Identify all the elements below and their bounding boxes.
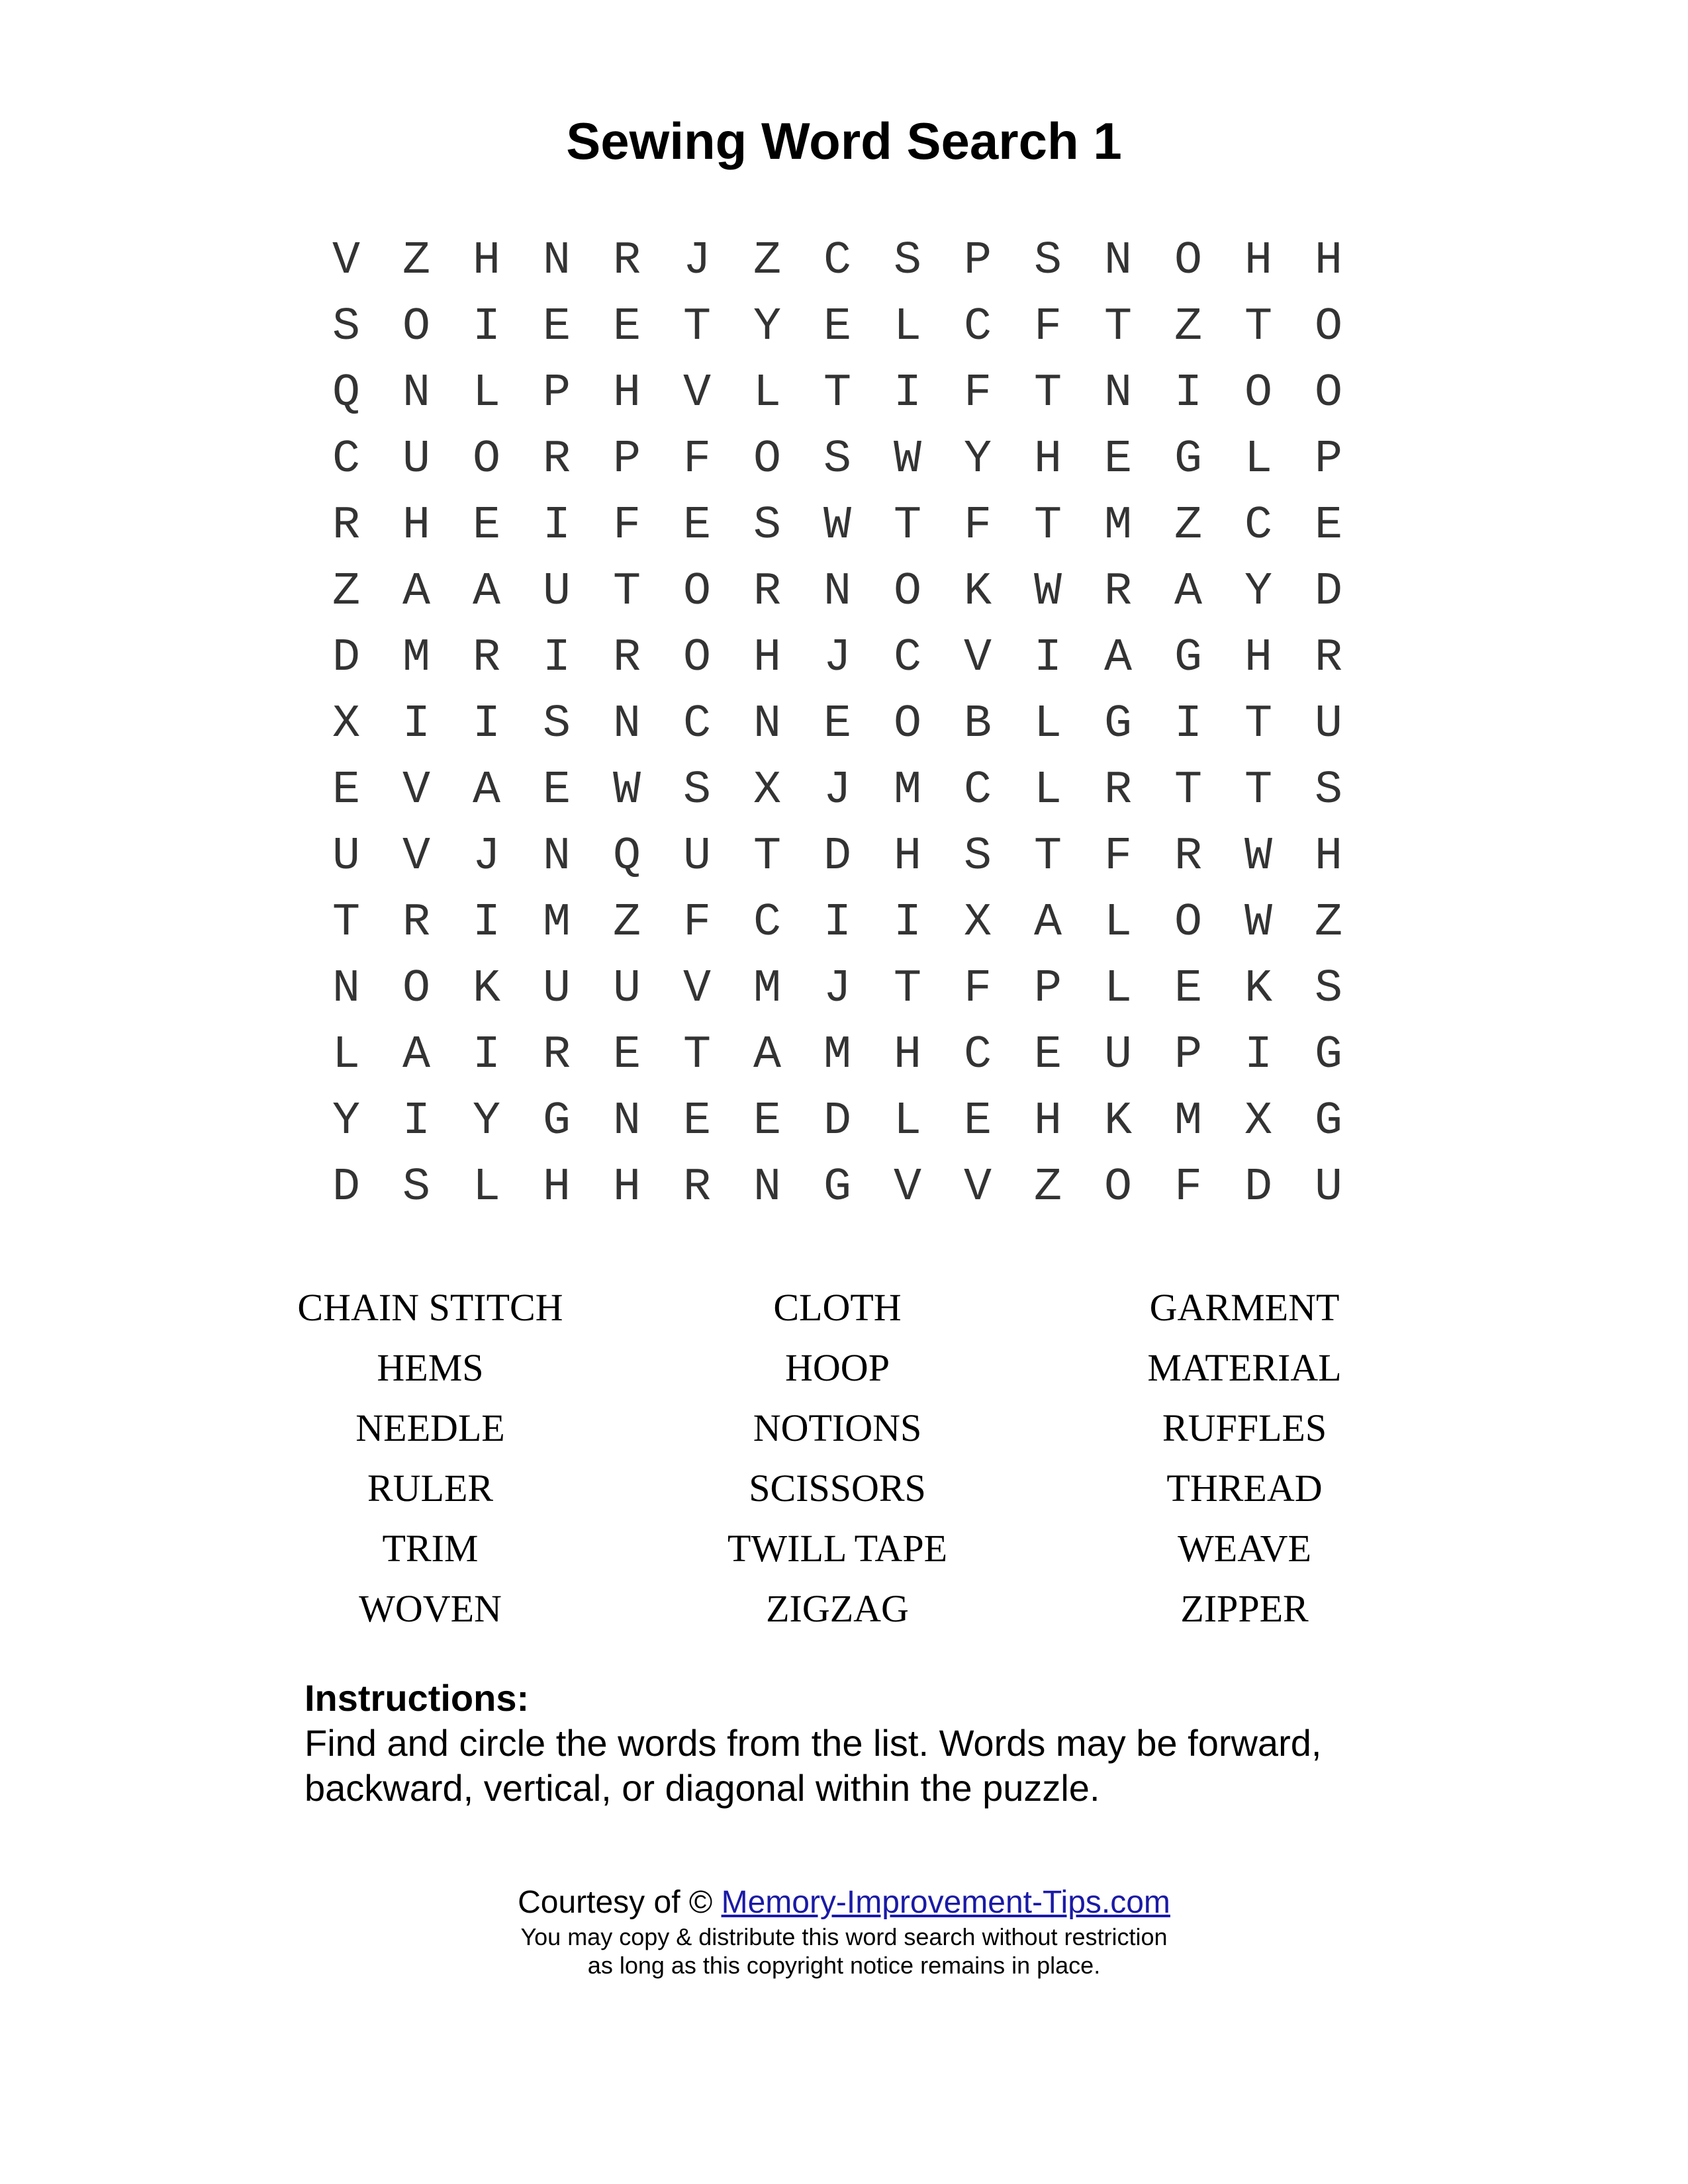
grid-letter: E: [1314, 500, 1342, 552]
grid-letter: L: [893, 301, 921, 353]
grid-letter: V: [682, 963, 711, 1015]
grid-letter: C: [823, 235, 851, 287]
grid-letter: E: [753, 1095, 781, 1148]
grid-letter: R: [1103, 566, 1132, 618]
grid-letter: L: [1033, 698, 1062, 751]
grid-letter: T: [682, 301, 711, 353]
grid-letter: T: [823, 367, 851, 420]
grid-letter: S: [963, 831, 992, 883]
grid-letter: Z: [1174, 301, 1202, 353]
grid-letter: E: [823, 698, 851, 751]
grid-letter: O: [402, 963, 430, 1015]
grid-letter: U: [612, 963, 641, 1015]
word-list-row: [0, 1458, 1688, 1518]
grid-letter: R: [542, 433, 571, 486]
grid-letter: D: [332, 1161, 360, 1214]
grid-letter: V: [402, 831, 430, 883]
grid-letter: N: [542, 235, 571, 287]
grid-letter: K: [1103, 1095, 1132, 1148]
grid-letter: D: [1314, 566, 1342, 618]
word-list-item: CLOTH: [773, 1286, 902, 1329]
grid-letter: T: [1033, 367, 1062, 420]
grid-letter: P: [963, 235, 992, 287]
grid-letter: H: [893, 831, 921, 883]
word-list-item: ZIPPER: [1180, 1587, 1309, 1630]
grid-letter: E: [542, 764, 571, 817]
grid-letter: I: [542, 500, 571, 552]
grid-letter: L: [1244, 433, 1272, 486]
grid-letter: M: [893, 764, 921, 817]
grid-letter: Z: [1314, 897, 1342, 949]
grid-letter: N: [542, 831, 571, 883]
grid-letter: E: [542, 301, 571, 353]
word-list: [0, 1277, 1688, 1639]
instructions: [305, 1676, 1430, 1811]
grid-letter: O: [1174, 235, 1202, 287]
word-list-row: [0, 1578, 1688, 1639]
grid-letter: L: [1103, 897, 1132, 949]
grid-letter: E: [472, 500, 500, 552]
word-list-item: RUFFLES: [1162, 1406, 1327, 1449]
word-list-item: HOOP: [785, 1346, 890, 1389]
grid-letter: W: [893, 433, 921, 486]
grid-letter: Z: [1033, 1161, 1062, 1214]
grid-letter: T: [1244, 301, 1272, 353]
grid-letter: C: [963, 301, 992, 353]
grid-letter: H: [472, 235, 500, 287]
grid-letter: I: [472, 1029, 500, 1081]
grid-letter: F: [1033, 301, 1062, 353]
grid-letter: S: [823, 433, 851, 486]
word-list-item: NOTIONS: [753, 1406, 922, 1449]
grid-letter: N: [402, 367, 430, 420]
grid-letter: A: [753, 1029, 781, 1081]
grid-letter: I: [823, 897, 851, 949]
grid-letter: R: [1103, 764, 1132, 817]
grid-letter: L: [893, 1095, 921, 1148]
grid-letter: O: [893, 566, 921, 618]
grid-letter: R: [1174, 831, 1202, 883]
grid-letter: H: [402, 500, 430, 552]
grid-letter: H: [1244, 235, 1272, 287]
grid-letter: F: [612, 500, 641, 552]
word-list-row: [0, 1518, 1688, 1578]
word-list-item: WOVEN: [359, 1587, 502, 1630]
grid-letter: U: [1103, 1029, 1132, 1081]
grid-letter: F: [963, 367, 992, 420]
grid-letter: O: [1103, 1161, 1132, 1214]
grid-letter: N: [753, 698, 781, 751]
word-list-item: CHAIN STITCH: [297, 1286, 563, 1329]
grid-letter: S: [682, 764, 711, 817]
grid-letter: O: [1314, 367, 1342, 420]
instructions-text: Find and circle the words from the list. Words may be forward, backward, vertical, or diagonal within the puzzle.: [305, 1722, 1322, 1809]
grid-letter: V: [332, 235, 360, 287]
grid-letter: T: [893, 500, 921, 552]
grid-letter: M: [1174, 1095, 1202, 1148]
grid-letter: O: [472, 433, 500, 486]
grid-letter: V: [963, 1161, 992, 1214]
grid-letter: G: [1314, 1095, 1342, 1148]
grid-letter: F: [963, 500, 992, 552]
grid-letter: W: [1033, 566, 1062, 618]
grid-letter: J: [682, 235, 711, 287]
word-list-item: HEMS: [377, 1346, 484, 1389]
grid-letter: I: [542, 632, 571, 684]
grid-letter: E: [332, 764, 360, 817]
grid-letter: U: [1314, 698, 1342, 751]
grid-letter: X: [963, 897, 992, 949]
grid-letter: L: [753, 367, 781, 420]
grid-letter: O: [1314, 301, 1342, 353]
grid-letter: S: [402, 1161, 430, 1214]
grid-letter: D: [1244, 1161, 1272, 1214]
grid-letter: Q: [612, 831, 641, 883]
grid-letter: R: [402, 897, 430, 949]
grid-letter: H: [893, 1029, 921, 1081]
grid-letter: Z: [753, 235, 781, 287]
grid-letter: A: [472, 764, 500, 817]
word-list-item: GARMENT: [1149, 1286, 1340, 1329]
grid-letter: O: [753, 433, 781, 486]
grid-letter: L: [472, 367, 500, 420]
grid-letter: E: [1103, 433, 1132, 486]
grid-letter: C: [893, 632, 921, 684]
grid-letter: R: [682, 1161, 711, 1214]
grid-letter: S: [1033, 235, 1062, 287]
grid-letter: H: [1033, 433, 1062, 486]
grid-letter: J: [823, 963, 851, 1015]
courtesy-line: [0, 1883, 1688, 1923]
grid-letter: S: [753, 500, 781, 552]
grid-letter: U: [402, 433, 430, 486]
grid-letter: O: [682, 566, 711, 618]
grid-letter: E: [612, 1029, 641, 1081]
grid-letter: S: [1314, 963, 1342, 1015]
grid-letter: M: [1103, 500, 1132, 552]
grid-letter: O: [682, 632, 711, 684]
grid-letter: Y: [472, 1095, 500, 1148]
grid-letter: V: [893, 1161, 921, 1214]
grid-letter: T: [1033, 500, 1062, 552]
grid-letter: D: [332, 632, 360, 684]
grid-letter: P: [1174, 1029, 1202, 1081]
grid-letter: J: [823, 632, 851, 684]
grid-letter: O: [893, 698, 921, 751]
word-list-item: TRIM: [382, 1527, 479, 1570]
grid-letter: T: [1244, 764, 1272, 817]
grid-letter: M: [823, 1029, 851, 1081]
courtesy-prefix: Courtesy of ©: [518, 1885, 713, 1920]
grid-letter: I: [402, 1095, 430, 1148]
grid-letter: L: [472, 1161, 500, 1214]
grid-letter: E: [1033, 1029, 1062, 1081]
grid-letter: T: [1244, 698, 1272, 751]
grid-letter: R: [332, 500, 360, 552]
grid-letter: H: [1244, 632, 1272, 684]
grid-letter: H: [1314, 831, 1342, 883]
grid-letter: S: [332, 301, 360, 353]
grid-letter: O: [1174, 897, 1202, 949]
grid-letter: S: [542, 698, 571, 751]
grid-letter: G: [1103, 698, 1132, 751]
grid-letter: R: [542, 1029, 571, 1081]
grid-letter: S: [1314, 764, 1342, 817]
grid-letter: I: [472, 301, 500, 353]
grid-letter: V: [963, 632, 992, 684]
grid-letter: E: [612, 301, 641, 353]
grid-letter: I: [1174, 698, 1202, 751]
grid-letter: P: [1033, 963, 1062, 1015]
grid-letter: J: [823, 764, 851, 817]
grid-letter: H: [1314, 235, 1342, 287]
grid-letter: H: [612, 1161, 641, 1214]
grid-letter: V: [682, 367, 711, 420]
grid-letter: G: [1174, 632, 1202, 684]
grid-letter: U: [682, 831, 711, 883]
grid-letter: M: [542, 897, 571, 949]
grid-letter: Y: [1244, 566, 1272, 618]
grid-letter: E: [682, 1095, 711, 1148]
grid-letter: Z: [402, 235, 430, 287]
grid-letter: I: [893, 897, 921, 949]
grid-letter: B: [963, 698, 992, 751]
grid-letter: L: [1033, 764, 1062, 817]
grid-letter: F: [1103, 831, 1132, 883]
grid-letter: M: [402, 632, 430, 684]
grid-letter: F: [1174, 1161, 1202, 1214]
word-list-item: MATERIAL: [1147, 1346, 1342, 1389]
grid-letter: G: [1314, 1029, 1342, 1081]
word-search-grid: [311, 228, 1364, 1221]
grid-letter: C: [332, 433, 360, 486]
grid-letter: K: [1244, 963, 1272, 1015]
grid-letter: X: [753, 764, 781, 817]
grid-letter: A: [472, 566, 500, 618]
word-list-item: ZIGZAG: [766, 1587, 909, 1630]
word-list-item: SCISSORS: [749, 1467, 926, 1510]
grid-letter: A: [402, 1029, 430, 1081]
grid-letter: I: [472, 698, 500, 751]
grid-letter: F: [682, 897, 711, 949]
grid-letter: A: [1033, 897, 1062, 949]
grid-letter: G: [823, 1161, 851, 1214]
grid-letter: U: [542, 963, 571, 1015]
word-list-row: [0, 1338, 1688, 1398]
grid-letter: I: [472, 897, 500, 949]
page-title: Sewing Word Search 1: [566, 112, 1122, 170]
word-list-row: [0, 1398, 1688, 1458]
grid-letter: N: [823, 566, 851, 618]
grid-letter: N: [332, 963, 360, 1015]
word-list-item: THREAD: [1166, 1467, 1323, 1510]
grid-letter: N: [1103, 235, 1132, 287]
grid-letter: V: [402, 764, 430, 817]
grid-letter: G: [1174, 433, 1202, 486]
grid-letter: I: [1033, 632, 1062, 684]
grid-letter: W: [1244, 831, 1272, 883]
copyright-notice-line-2: as long as this copyright notice remains in place.: [587, 1952, 1101, 1979]
grid-letter: U: [332, 831, 360, 883]
grid-letter: H: [542, 1161, 571, 1214]
grid-letter: E: [682, 500, 711, 552]
grid-letter: C: [963, 764, 992, 817]
grid-letter: E: [963, 1095, 992, 1148]
grid-letter: U: [542, 566, 571, 618]
grid-letter: N: [753, 1161, 781, 1214]
word-list-item: TWILL TAPE: [727, 1527, 947, 1570]
grid-letter: S: [893, 235, 921, 287]
instructions-heading: Instructions:: [305, 1677, 530, 1719]
grid-letter: R: [612, 632, 641, 684]
grid-letter: H: [753, 632, 781, 684]
grid-letter: N: [1103, 367, 1132, 420]
footer: [0, 1883, 1688, 1979]
grid-letter: T: [893, 963, 921, 1015]
grid-letter: I: [893, 367, 921, 420]
grid-letter: I: [1244, 1029, 1272, 1081]
grid-letter: O: [402, 301, 430, 353]
website-link[interactable]: Memory-Improvement-Tips.com: [721, 1885, 1170, 1920]
grid-letter: R: [1314, 632, 1342, 684]
grid-letter: U: [1314, 1161, 1342, 1214]
grid-letter: T: [1103, 301, 1132, 353]
copyright-notice-line-1: You may copy & distribute this word search without restriction: [520, 1923, 1168, 1950]
grid-letter: Z: [1174, 500, 1202, 552]
grid-letter: L: [1103, 963, 1132, 1015]
grid-letter: O: [1244, 367, 1272, 420]
grid-letter: D: [823, 831, 851, 883]
grid-letter: J: [472, 831, 500, 883]
grid-letter: Y: [963, 433, 992, 486]
grid-letter: F: [963, 963, 992, 1015]
grid-letter: F: [682, 433, 711, 486]
grid-letter: R: [472, 632, 500, 684]
grid-letter: D: [823, 1095, 851, 1148]
grid-letter: W: [823, 500, 851, 552]
grid-letter: W: [1244, 897, 1272, 949]
grid-letter: P: [612, 433, 641, 486]
grid-letter: T: [753, 831, 781, 883]
grid-letter: G: [542, 1095, 571, 1148]
grid-letter: L: [332, 1029, 360, 1081]
grid-letter: T: [1174, 764, 1202, 817]
grid-letter: R: [612, 235, 641, 287]
grid-letter: A: [1174, 566, 1202, 618]
grid-letter: Y: [753, 301, 781, 353]
grid-letter: Q: [332, 367, 360, 420]
grid-letter: C: [963, 1029, 992, 1081]
grid-letter: C: [753, 897, 781, 949]
grid-letter: I: [1174, 367, 1202, 420]
grid-letter: T: [1033, 831, 1062, 883]
grid-letter: M: [753, 963, 781, 1015]
grid-letter: I: [402, 698, 430, 751]
grid-letter: T: [682, 1029, 711, 1081]
grid-letter: C: [682, 698, 711, 751]
grid-letter: E: [823, 301, 851, 353]
grid-letter: A: [1103, 632, 1132, 684]
grid-letter: X: [1244, 1095, 1272, 1148]
word-list-row: [0, 1277, 1688, 1338]
grid-letter: X: [332, 698, 360, 751]
grid-letter: K: [963, 566, 992, 618]
grid-letter: C: [1244, 500, 1272, 552]
grid-letter: E: [1174, 963, 1202, 1015]
word-list-item: WEAVE: [1178, 1527, 1311, 1570]
grid-letter: R: [753, 566, 781, 618]
grid-letter: A: [402, 566, 430, 618]
grid-letter: N: [612, 1095, 641, 1148]
grid-letter: T: [332, 897, 360, 949]
grid-letter: H: [612, 367, 641, 420]
grid-letter: K: [472, 963, 500, 1015]
grid-letter: T: [612, 566, 641, 618]
grid-letter: W: [612, 764, 641, 817]
grid-letter: Y: [332, 1095, 360, 1148]
grid-letter: P: [542, 367, 571, 420]
grid-letter: Z: [332, 566, 360, 618]
word-list-item: RULER: [367, 1467, 494, 1510]
word-list-item: NEEDLE: [355, 1406, 505, 1449]
grid-letter: P: [1314, 433, 1342, 486]
grid-letter: Z: [612, 897, 641, 949]
grid-letter: N: [612, 698, 641, 751]
grid-letter: H: [1033, 1095, 1062, 1148]
